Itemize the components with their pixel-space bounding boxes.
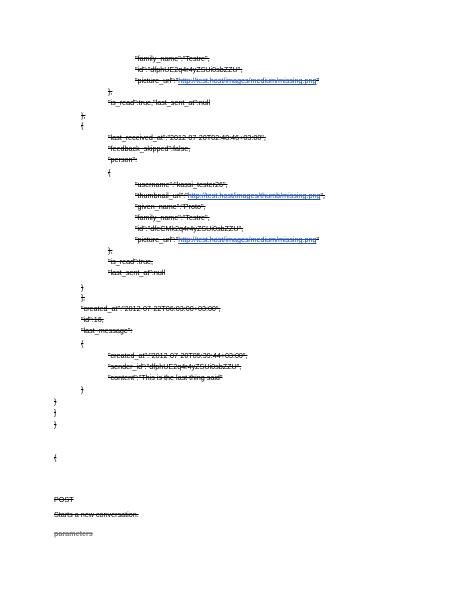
json-line: } [81, 385, 84, 394]
json-line: }, [81, 111, 86, 120]
json-line: "last_message": [81, 326, 133, 335]
json-line: "username":"kassi_tester26", [135, 180, 228, 189]
json-punct: ", [320, 191, 326, 200]
picture-url-link[interactable]: http://test.host/images/medium/missing.png [178, 235, 317, 244]
thumbnail-url-link[interactable]: http://test.host/images/thumb/missing.png [187, 191, 321, 200]
json-line: { [54, 453, 57, 462]
json-line: "id":16, [81, 315, 104, 324]
json-line [135, 191, 325, 200]
json-line: "is_read":true, [108, 257, 154, 266]
json-line: { [81, 121, 84, 130]
json-line: "last_received_at":"2012-07-20T02:48:46+03:00", [108, 133, 266, 142]
json-line: } [81, 283, 84, 292]
json-line: "person": [108, 155, 138, 164]
json-line: "family_name":"Testre", [135, 213, 210, 222]
json-line: "family_name":"Testre", [135, 54, 210, 63]
json-line: { [81, 339, 84, 348]
json-line: "feedback_skipped":false, [108, 144, 191, 153]
json-line: "is_read":true,"last_sent_at":null [108, 98, 211, 107]
json-line: "content":"This is the last thing said" [108, 373, 223, 382]
json-line: ] [54, 408, 56, 417]
json-line [135, 235, 319, 244]
json-punct: " [316, 235, 320, 244]
json-line: "last_sent_at":null [108, 268, 166, 277]
json-line: "created_at":"2012-07-22T06:03:00+03:00", [81, 304, 221, 313]
json-line: "id":"dfeCMk2q4r4yZSUi0sbZZU", [135, 224, 244, 233]
json-line: { [108, 168, 111, 177]
json-line [135, 76, 319, 85]
json-line: } [54, 397, 57, 406]
json-key: "thumbnail_url":" [135, 191, 188, 200]
json-line: "created_at":"2012-07-20T05:39:44+03:00", [108, 351, 248, 360]
json-key: "picture_url":" [135, 76, 179, 85]
endpoint-description: Starts a new conversation. [54, 510, 139, 519]
json-key: "picture_url":" [135, 235, 179, 244]
parameters-heading: parameters [54, 529, 93, 538]
json-line: }, [108, 87, 113, 96]
json-line: "sender_id":"dfphUE2q4r4yZSUi0sbZZU", [108, 362, 242, 371]
json-line: } [54, 420, 57, 429]
json-line: "given_name":"Proto", [135, 202, 206, 211]
json-line: ], [81, 293, 85, 302]
json-punct: " [316, 76, 320, 85]
json-line: "id":"dfphUE2q4r4yZSUi0sbZZU", [135, 65, 243, 74]
json-line: }, [108, 246, 113, 255]
picture-url-link[interactable]: http://test.host/images/medium/missing.png [178, 76, 317, 85]
http-method-heading: POST [54, 495, 74, 504]
